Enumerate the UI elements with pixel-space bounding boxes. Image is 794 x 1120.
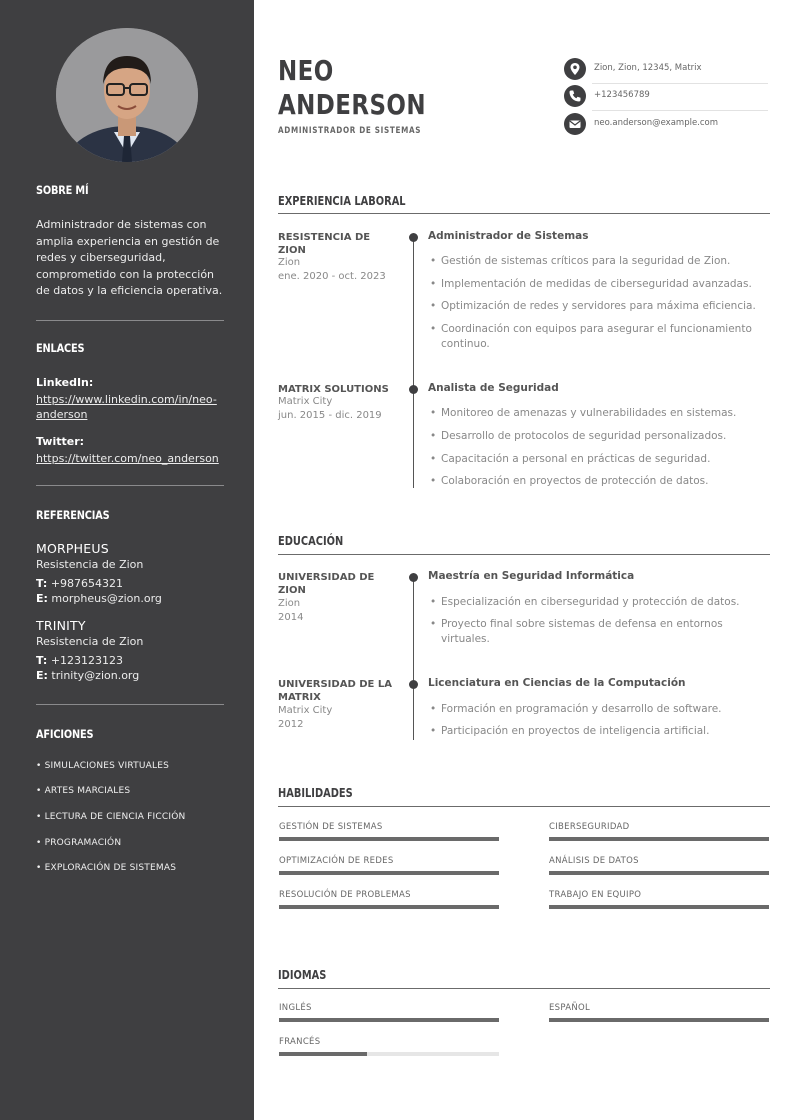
languages-heading: IDIOMAS	[278, 968, 327, 982]
section-divider	[278, 213, 770, 214]
skill-bar-fill	[549, 837, 769, 841]
experience-bullet: • Coordinación con equipos para asegurar el funcionamiento continuo.	[441, 322, 761, 352]
phone-label: T:	[36, 654, 48, 667]
experience-bullet: • Optimización de redes y servidores para máxima eficiencia.	[441, 299, 761, 314]
experience-role: Analista de Seguridad	[428, 382, 559, 394]
phone-icon	[564, 85, 586, 107]
contact-phone	[564, 85, 768, 111]
education-bullet: • Proyecto final sobre sistemas de defensa en entornos virtuales.	[441, 617, 761, 647]
skill-bar	[549, 837, 769, 841]
skill-item	[279, 890, 499, 900]
education-heading: EDUCACIÓN	[278, 534, 344, 548]
skills-heading: HABILIDADES	[278, 786, 353, 800]
education-degree: Licenciatura en Ciencias de la Computación	[428, 677, 686, 689]
hobby-item: • LECTURA DE CIENCIA FICCIÓN	[36, 812, 186, 822]
divider	[36, 704, 224, 705]
experience-dates: ene. 2020 - oct. 2023	[278, 271, 386, 282]
phone-label: T:	[36, 577, 48, 590]
experience-bullet: • Monitoreo de amenazas y vulnerabilidades en sistemas.	[441, 406, 761, 421]
timeline-dot	[409, 573, 418, 582]
language-item	[279, 1037, 499, 1047]
email-label: E:	[36, 592, 48, 605]
hobby-item: • SIMULACIONES VIRTUALES	[36, 761, 169, 771]
divider	[592, 110, 768, 111]
skill-bar	[279, 905, 499, 909]
twitter-url[interactable]: https://twitter.com/neo_anderson	[36, 451, 219, 465]
location-pin-icon	[564, 58, 586, 80]
section-divider	[278, 554, 770, 555]
linkedin-url[interactable]: https://www.linkedin.com/in/neo-anderson	[36, 392, 217, 421]
skill-label: CIBERSEGURIDAD	[549, 822, 630, 832]
skill-bar-fill	[549, 905, 769, 909]
education-location: Matrix City	[278, 705, 333, 716]
email-icon	[564, 113, 586, 135]
hobby-item: • ARTES MARCIALES	[36, 786, 131, 796]
sidebar	[0, 0, 254, 1120]
language-bar	[549, 1018, 769, 1022]
link-label: Twitter:	[36, 435, 85, 448]
language-label: INGLÉS	[279, 1003, 312, 1013]
language-bar-fill	[279, 1018, 499, 1022]
language-bar-fill	[549, 1018, 769, 1022]
timeline-line	[413, 236, 414, 488]
divider	[36, 320, 224, 321]
hobby-item: • PROGRAMACIÓN	[36, 838, 122, 848]
experience-bullet: • Implementación de medidas de ciberseguridad avanzadas.	[441, 277, 761, 292]
skill-item	[549, 822, 769, 832]
education-degree: Maestría en Seguridad Informática	[428, 570, 635, 582]
education-bullet: • Formación en programación y desarrollo de software.	[441, 702, 761, 717]
timeline-dot	[409, 680, 418, 689]
skill-item	[549, 856, 769, 866]
section-divider	[278, 988, 770, 989]
experience-location: Zion	[278, 257, 301, 268]
address-text: Zion, Zion, 12345, Matrix	[594, 63, 702, 73]
experience-bullet: • Colaboración en proyectos de protección de datos.	[441, 474, 761, 489]
reference-name: TRINITY	[36, 618, 86, 633]
hobby-item: • EXPLORACIÓN DE SISTEMAS	[36, 863, 177, 873]
skill-bar-fill	[279, 871, 499, 875]
profile-photo	[56, 28, 198, 162]
email-label: E:	[36, 669, 48, 682]
timeline-dot	[409, 233, 418, 242]
first-name: NEO	[278, 54, 334, 87]
reference-phone-value: +123123123	[50, 654, 124, 667]
skill-label: RESOLUCIÓN DE PROBLEMAS	[279, 890, 411, 900]
experience-location: Matrix City	[278, 396, 333, 407]
education-year: 2014	[278, 612, 304, 623]
language-bar-fill	[279, 1052, 367, 1056]
skill-bar	[279, 837, 499, 841]
reference-email	[36, 669, 139, 682]
skill-item	[549, 890, 769, 900]
phone-text: +123456789	[594, 90, 650, 100]
contact-address	[564, 58, 768, 84]
skill-label: GESTIÓN DE SISTEMAS	[279, 822, 383, 832]
reference-phone-value: +987654321	[50, 577, 124, 590]
links-heading: ENLACES	[36, 341, 85, 355]
timeline-line	[413, 576, 414, 740]
experience-bullet: • Capacitación a personal en prácticas de seguridad.	[441, 452, 761, 467]
reference-name: MORPHEUS	[36, 541, 109, 556]
education-org: UNIVERSIDAD DE LA MATRIX	[278, 679, 392, 703]
email-text: neo.anderson@example.com	[594, 118, 719, 128]
skill-label: ANÁLISIS DE DATOS	[549, 856, 639, 866]
experience-role: Administrador de Sistemas	[428, 230, 589, 242]
link-label: LinkedIn:	[36, 376, 94, 389]
reference-org: Resistencia de Zion	[36, 558, 144, 571]
about-heading: SOBRE MÍ	[36, 183, 89, 197]
experience-bullet: • Desarrollo de protocolos de seguridad personalizados.	[441, 429, 761, 444]
skill-item	[279, 856, 499, 866]
contact-email	[564, 113, 768, 139]
experience-bullet: • Gestión de sistemas críticos para la seguridad de Zion.	[441, 254, 761, 269]
reference-email-value: morpheus@zion.org	[51, 592, 162, 605]
link-linkedin	[36, 375, 224, 423]
skill-bar-fill	[549, 871, 769, 875]
skill-bar	[549, 905, 769, 909]
education-bullet: • Participación en proyectos de inteligencia artificial.	[441, 724, 761, 739]
experience-org: RESISTENCIA DE ZION	[278, 232, 371, 256]
reference-org: Resistencia de Zion	[36, 635, 144, 648]
about-text: Administrador de sistemas con amplia experiencia en gestión de redes y ciberseguridad, comprometido con la protección de datos y la eficiencia operativa.	[36, 218, 223, 297]
link-twitter	[36, 434, 224, 466]
reference-email	[36, 592, 162, 605]
skill-bar	[549, 871, 769, 875]
language-label: ESPAÑOL	[549, 1003, 591, 1013]
experience-heading: EXPERIENCIA LABORAL	[278, 194, 406, 208]
education-org: UNIVERSIDAD DE ZION	[278, 572, 375, 596]
language-label: FRANCÉS	[279, 1037, 321, 1047]
timeline-dot	[409, 385, 418, 394]
language-bar	[279, 1018, 499, 1022]
reference-phone	[36, 577, 123, 590]
section-divider	[278, 806, 770, 807]
divider	[592, 83, 768, 84]
language-item	[279, 1003, 499, 1013]
language-item	[549, 1003, 769, 1013]
skill-item	[279, 822, 499, 832]
skill-bar-fill	[279, 905, 499, 909]
experience-dates: jun. 2015 - dic. 2019	[278, 410, 382, 421]
reference-email-value: trinity@zion.org	[51, 669, 140, 682]
skill-bar	[279, 871, 499, 875]
education-bullet: • Especialización en ciberseguridad y protección de datos.	[441, 595, 761, 610]
last-name: ANDERSON	[278, 88, 426, 121]
education-location: Zion	[278, 598, 301, 609]
reference-phone	[36, 654, 123, 667]
job-title: ADMINISTRADOR DE SISTEMAS	[278, 126, 422, 136]
language-bar	[279, 1052, 499, 1056]
education-year: 2012	[278, 719, 304, 730]
skill-bar-fill	[279, 837, 499, 841]
skill-label: OPTIMIZACIÓN DE REDES	[279, 856, 394, 866]
hobbies-heading: AFICIONES	[36, 727, 94, 741]
divider	[36, 485, 224, 486]
experience-org: MATRIX SOLUTIONS	[278, 384, 389, 395]
references-heading: REFERENCIAS	[36, 508, 110, 522]
skill-label: TRABAJO EN EQUIPO	[549, 890, 642, 900]
